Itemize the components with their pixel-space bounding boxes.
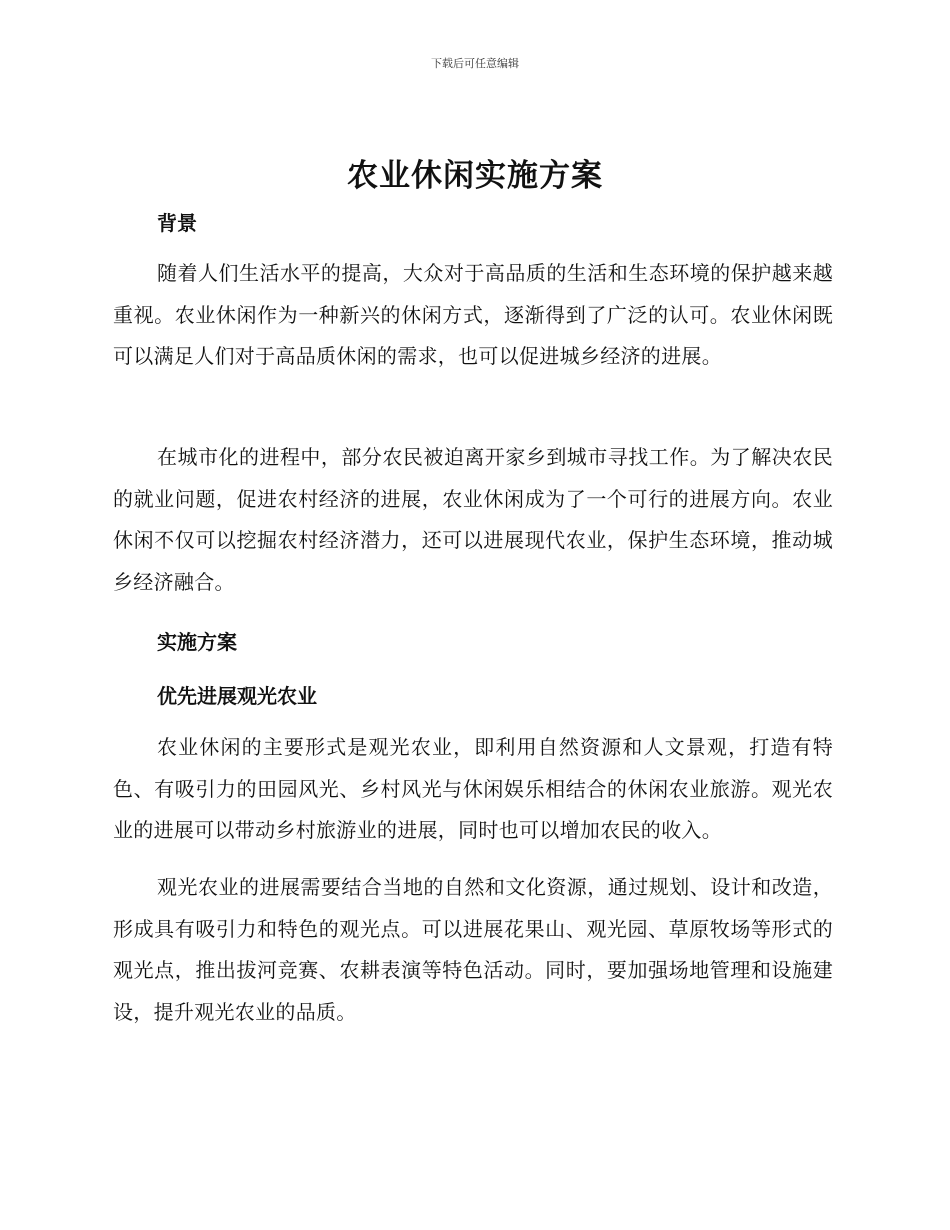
section-heading-background: 背景: [157, 211, 197, 235]
paragraph-plan-2: 观光农业的进展需要结合当地的自然和文化资源，通过规划、设计和改造，形成具有吸引力和特色的观光点。可以进展花果山、观光园、草原牧场等形式的观光点，推出拔河竞赛、农耕表演等特色活动。同时，要加强场地管理和设施建设，提升观光农业的品质。: [113, 875, 833, 1024]
document-title: 农业休闲实施方案: [347, 158, 603, 194]
paragraph-background-1: 随着人们生活水平的提高，大众对于高品质的生活和生态环境的保护越来越重视。农业休闲作为一种新兴的休闲方式，逐渐得到了广泛的认可。农业休闲既可以满足人们对于高品质休闲的需求，也可以促进城乡经济的进展。: [113, 261, 833, 368]
page-header-note: 下载后可任意编辑: [431, 57, 519, 70]
section-heading-plan: 实施方案: [157, 630, 237, 654]
subsection-heading-sightseeing: 优先进展观光农业: [157, 684, 317, 708]
paragraph-plan-1: 农业休闲的主要形式是观光农业，即利用自然资源和人文景观，打造有特色、有吸引力的田园风光、乡村风光与休闲娱乐相结合的休闲农业旅游。观光农业的进展可以带动乡村旅游业的进展，同时也可以增加农民的收入。: [113, 735, 833, 842]
paragraph-background-2: 在城市化的进程中，部分农民被迫离开家乡到城市寻找工作。为了解决农民的就业问题，促进农村经济的进展，农业休闲成为了一个可行的进展方向。农业休闲不仅可以挖掘农村经济潜力，还可以进展现代农业，保护生态环境，推动城乡经济融合。: [113, 445, 833, 594]
